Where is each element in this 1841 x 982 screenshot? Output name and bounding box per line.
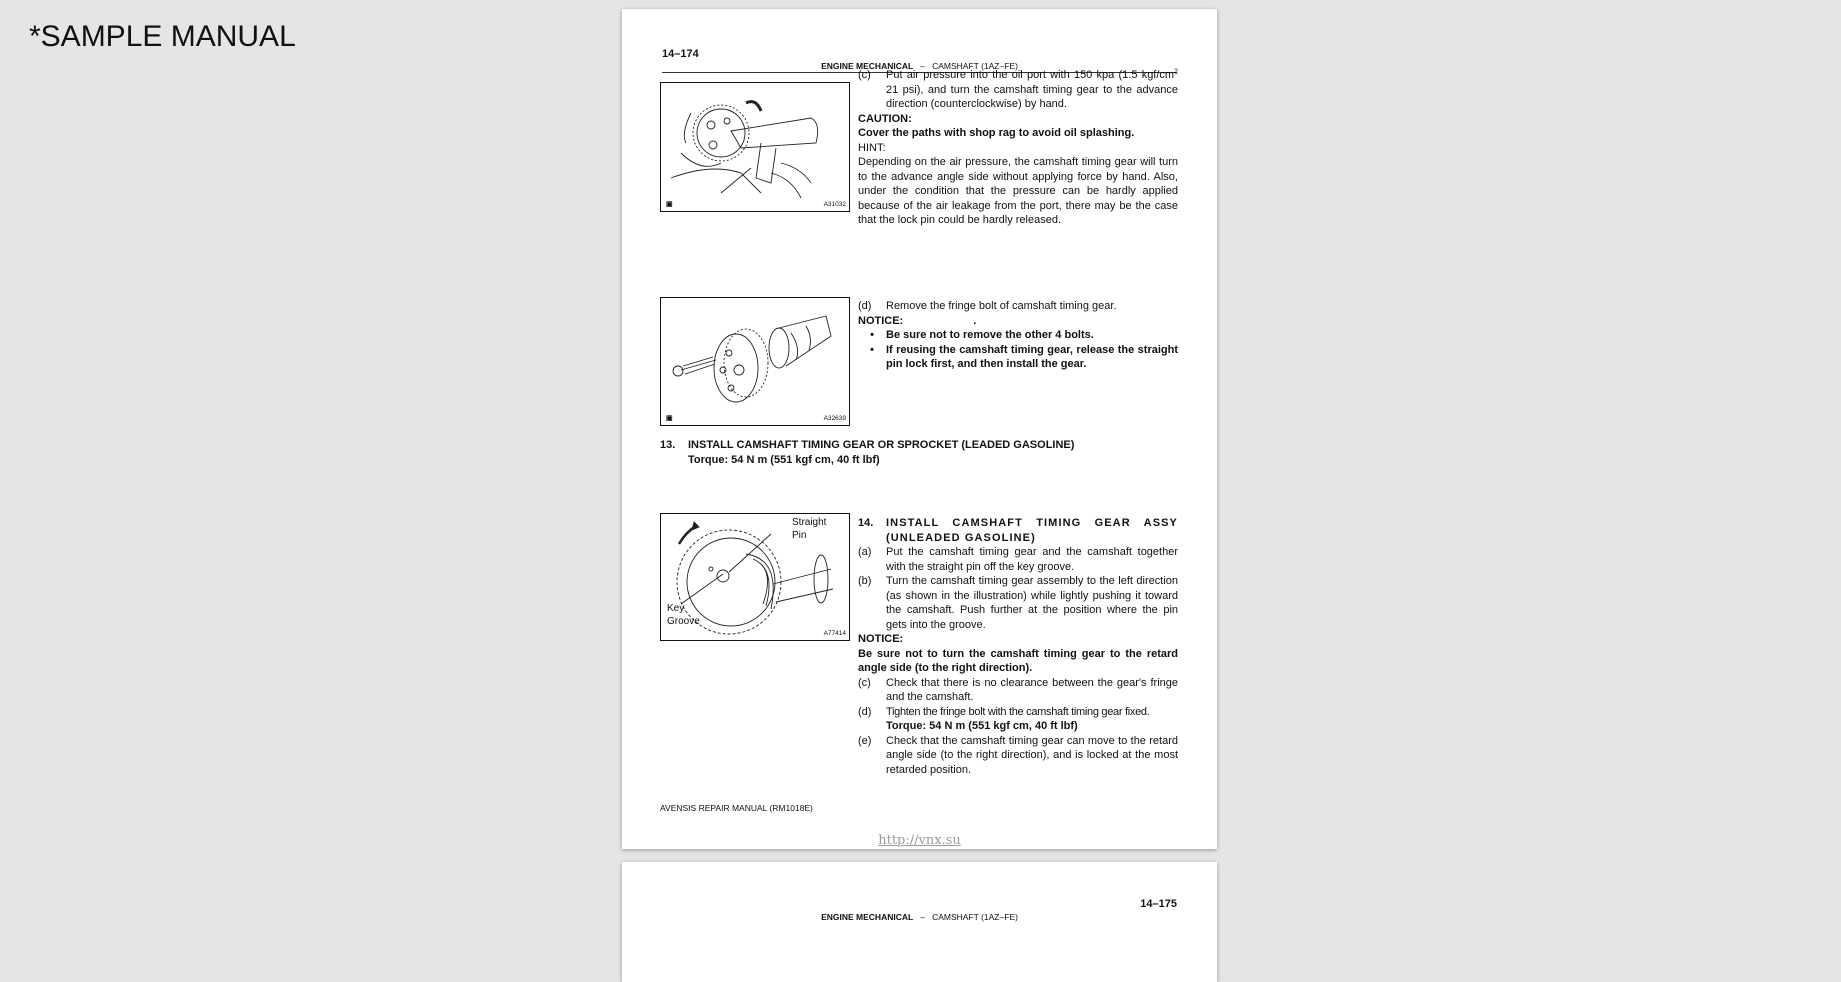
step: [858, 705, 1178, 734]
step-key: (c): [858, 676, 871, 689]
header-section: ENGINE MECHANICAL: [821, 61, 914, 71]
caution-label: CAUTION:: [858, 112, 912, 125]
step: [858, 734, 1178, 778]
figure-straight-pin-key-groove: [660, 513, 850, 641]
page-number: 14–174: [662, 48, 699, 60]
manual-page-14-175: [622, 862, 1217, 982]
figure-mark-icon: ▣: [666, 415, 673, 422]
section-title: INSTALL CAMSHAFT TIMING GEAR ASSY (UNLEADED GASOLINE): [886, 517, 1178, 544]
caution-text: Cover the paths with shop rag to avoid oil splashing.: [858, 127, 1135, 139]
step: [858, 574, 1178, 632]
step-key: (b): [858, 575, 872, 587]
step-text-part: Put air pressure into the oil port with 150 kpa (1.5 kgf/cm: [886, 69, 1175, 81]
section-14: [858, 516, 1178, 777]
section-number: 13.: [660, 439, 676, 451]
section-number: 14.: [858, 517, 874, 529]
step-text: Turn the camshaft timing gear assembly to the left direction (as shown in the illustration) while lightly pushing it toward the camshaft. Push further at the position where the pin gets into the groove.: [886, 575, 1178, 631]
hands-air-gun-drawing: [661, 83, 849, 211]
step: [858, 676, 1178, 705]
step-d-block: [858, 299, 1178, 372]
watermark-link[interactable]: http://vnx.su: [878, 833, 961, 848]
notice-label: NOTICE:: [858, 633, 904, 645]
page-footer: AVENSIS REPAIR MANUAL (RM1018E): [660, 803, 813, 813]
step-text: Check that there is no clearance between the gear's fringe and the camshaft.: [886, 676, 1178, 703]
step-text: Remove the fringe bolt of camshaft timing gear.: [886, 300, 1117, 312]
step-key: (e): [858, 734, 872, 747]
bullet-icon: •: [870, 329, 874, 341]
sample-manual-label: *SAMPLE MANUAL: [29, 20, 296, 53]
timing-gear-exploded-drawing: [661, 298, 849, 425]
step-text: [886, 68, 1178, 112]
page-number: 14–175: [1140, 898, 1177, 910]
bullet-text: Be sure not to remove the other 4 bolts.: [886, 329, 1094, 341]
figure-mark-icon: ▣: [666, 201, 673, 208]
header-subsection: CAMSHAFT (1AZ–FE): [932, 912, 1018, 922]
page-header: [662, 912, 1177, 922]
step-c: [858, 68, 1178, 112]
section-14-heading: [858, 516, 1178, 545]
figure-id: A77414: [823, 630, 846, 637]
notice-bullet: [858, 328, 1178, 343]
figure-id: A31032: [823, 201, 846, 208]
section-13-heading: [660, 438, 1180, 453]
notice-label: NOTICE:: [858, 314, 904, 327]
step-text: Check that the camshaft timing gear can move to the retard angle side (to the right direction), and is locked at the most retarded position.: [886, 734, 1178, 776]
figure-timing-gear-bolt: [660, 297, 850, 426]
step-d: [858, 299, 1178, 314]
step-text: Tighten the fringe bolt with the camshaft timing gear fixed.: [886, 705, 1150, 718]
superscript: 2: [1174, 68, 1178, 76]
section-title: INSTALL CAMSHAFT TIMING GEAR OR SPROCKET (LEADED GASOLINE): [688, 439, 1075, 451]
step-text-part: 21 psi), and turn the camshaft timing gear to the advance direction (counterclockwise) by hand.: [886, 83, 1178, 110]
manual-page-14-174: [622, 9, 1217, 849]
callout-groove: Groove: [667, 616, 700, 627]
callout-straight: Straight: [792, 517, 827, 528]
torque-spec: Torque: 54 N m (551 kgf cm, 40 ft lbf): [886, 720, 1078, 732]
step-key: (d): [858, 300, 872, 312]
notice-text: Be sure not to turn the camshaft timing gear to the retard angle side (to the right direction).: [858, 647, 1178, 674]
header-separator: –: [920, 61, 926, 71]
notice-dot: .: [973, 314, 977, 327]
step-c-block: [858, 68, 1178, 228]
step-key: (d): [858, 705, 872, 718]
hint-label: HINT:: [858, 141, 886, 154]
header-subsection: CAMSHAFT (1AZ–FE): [932, 61, 1018, 71]
bullet-icon: •: [870, 343, 874, 356]
header-section: ENGINE MECHANICAL: [821, 912, 914, 922]
torque-spec: Torque: 54 N m (551 kgf cm, 40 ft lbf): [688, 453, 880, 466]
step-key: (c): [858, 69, 871, 81]
step-key: (a): [858, 546, 872, 558]
hint-text: Depending on the air pressure, the camshaft timing gear will turn to the advance angle side without applying force by hand. Also, under the condition that the pressure can be hardly applied because of the air leakage from the port, there may be the case that the lock pin could be hardly released.: [858, 156, 1178, 226]
section-13: [660, 438, 1180, 467]
step-body: [886, 705, 1178, 734]
notice-bullet: [858, 343, 1178, 372]
step: [858, 545, 1178, 574]
callout-key: Key: [667, 603, 685, 614]
bullet-text: If reusing the camshaft timing gear, release the straight pin lock first, and then install the gear.: [886, 343, 1178, 370]
callout-pin: Pin: [792, 530, 807, 541]
figure-id: A32639: [823, 415, 846, 422]
step-text: Put the camshaft timing gear and the camshaft together with the straight pin off the key groove.: [886, 546, 1178, 573]
header-separator: –: [920, 912, 926, 922]
figure-air-pressure-illustration: [660, 82, 850, 212]
notice-line: [858, 314, 1178, 329]
